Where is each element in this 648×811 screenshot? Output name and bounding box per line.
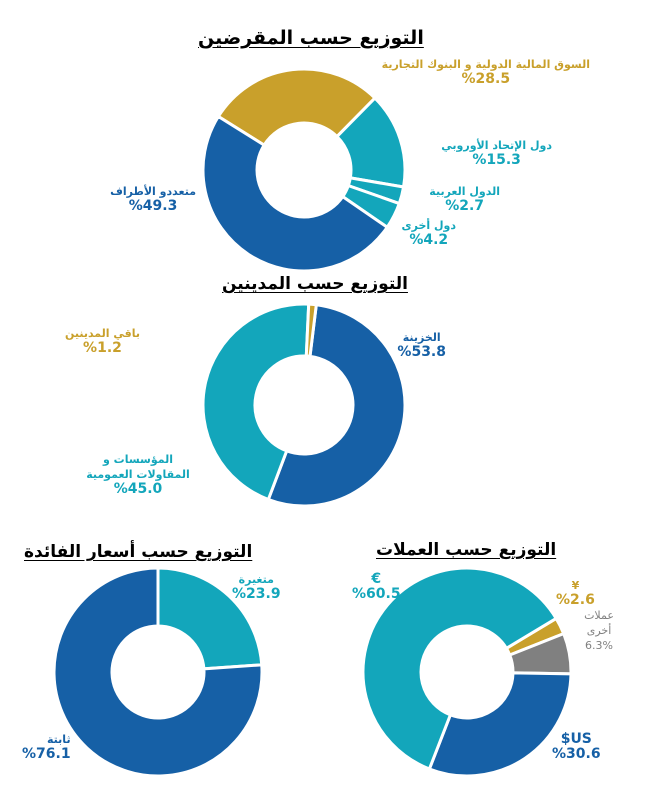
lender-label-arab: الدول العربية %2.7 [429,185,500,214]
lender-label-intl-market: السوق المالية الدولية و البنوك التجارية %28.5 [381,58,590,87]
lender-label-other: دول أخرى %4.2 [401,219,456,248]
currency-label-usd: US$ %30.6 [552,731,601,762]
lender-label-multilateral: متعددو الأطراف %49.3 [110,185,196,214]
currency-label-other: عملات أخرى 6.3% [584,609,614,652]
currency-title: التوزيع حسب العملات [376,540,557,560]
lender-label-eu: دول الإتحاد الأوروبي %15.3 [441,139,552,168]
currency-label-euro: € %60.5 [352,571,401,602]
debtor-label-treasury: الخزينة %53.8 [397,331,446,360]
interest-title: التوزيع حسب أسعار الفائدة [24,542,253,562]
currency-label-yen: ¥ %2.6 [556,579,595,608]
slice-usd [429,673,571,776]
debtor-label-others: باقي المدينين %1.2 [64,327,140,356]
interest-label-variable: متغيرة %23.9 [232,573,281,602]
interest-label-fixed: ثابتة %76.1 [22,733,71,762]
debtors-title: التوزيع حسب المدينين [222,274,408,294]
lenders-title: التوزيع حسب المقرضين [198,27,424,49]
debtor-label-public-enterprises: المؤسسات و المقاولات العمومية %45.0 [86,453,190,497]
